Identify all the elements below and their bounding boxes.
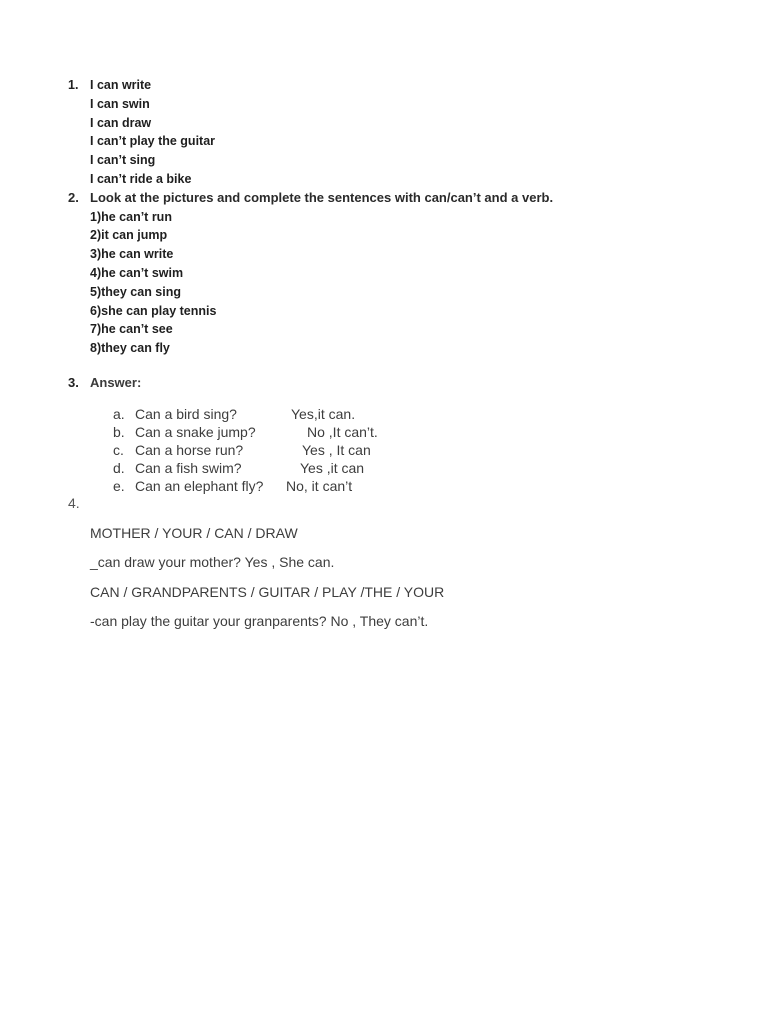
exercise-1-line: I can write — [90, 78, 152, 92]
answer-text: No ,It can’t. — [307, 424, 378, 440]
exercise-2-heading-row — [68, 189, 553, 208]
exercise-3-heading: Answer: — [90, 375, 142, 390]
answer-question: Can a horse run? — [135, 442, 244, 458]
exercise-1-first-line — [68, 76, 553, 95]
answer-question: Can a fish swim? — [135, 460, 242, 476]
exercise-2-line: 7)he can’t see — [90, 322, 173, 337]
exercise-1-line: I can draw — [90, 115, 152, 130]
answer-letter: b. — [113, 424, 125, 440]
answer-sentence: _can draw your mother? Yes , She can. — [90, 554, 335, 570]
exercise-1-line: I can’t ride a bike — [90, 171, 192, 186]
exercise-2-line: 2)it can jump — [90, 228, 168, 243]
answer-question: Can a bird sing? — [135, 406, 237, 422]
exercise-3-heading-row — [68, 375, 141, 390]
answer-sentence: -can play the guitar your granparents? No , They can’t. — [90, 613, 429, 629]
exercise-2-number: 2. — [68, 189, 79, 205]
exercise-2-line: 5)they can sing — [90, 284, 181, 299]
exercise-2-line: 4)he can’t swim — [90, 265, 184, 280]
answer-question: Can a snake jump? — [135, 424, 256, 440]
exercise-1-number: 1. — [68, 78, 79, 92]
exercise-1-line: I can swin — [90, 96, 150, 111]
scrambled-words: MOTHER / YOUR / CAN / DRAW — [90, 525, 298, 541]
answer-text: Yes,it can. — [291, 406, 356, 422]
answer-text: Yes ,it can — [300, 460, 365, 476]
exercise-2-line: 6)she can play tennis — [90, 303, 217, 318]
exercise-list-1-2 — [68, 76, 553, 358]
answer-question: Can an elephant fly? — [135, 478, 264, 494]
answer-letter: d. — [113, 460, 125, 476]
exercise-1-line: I can’t sing — [90, 153, 156, 168]
exercise-1-line: I can’t play the guitar — [90, 134, 216, 149]
exercise-2-line: 1)he can’t run — [90, 209, 172, 224]
exercise-4-number: 4. — [68, 495, 80, 511]
answer-letter: e. — [113, 478, 125, 494]
exercise-2-heading: Look at the pictures and complete the sentences with can/can’t and a verb. — [90, 189, 554, 205]
exercise-2-line: 3)he can write — [90, 247, 174, 262]
answer-text: No, it can’t — [286, 478, 353, 494]
exercise-3-number: 3. — [68, 375, 79, 390]
scrambled-words: CAN / GRANDPARENTS / GUITAR / PLAY /THE / YOUR — [90, 584, 445, 600]
answer-letter: a. — [113, 406, 125, 422]
exercise-2-line: 8)they can fly — [90, 341, 170, 356]
answer-letter: c. — [113, 442, 124, 458]
answer-text: Yes , It can — [302, 442, 371, 458]
